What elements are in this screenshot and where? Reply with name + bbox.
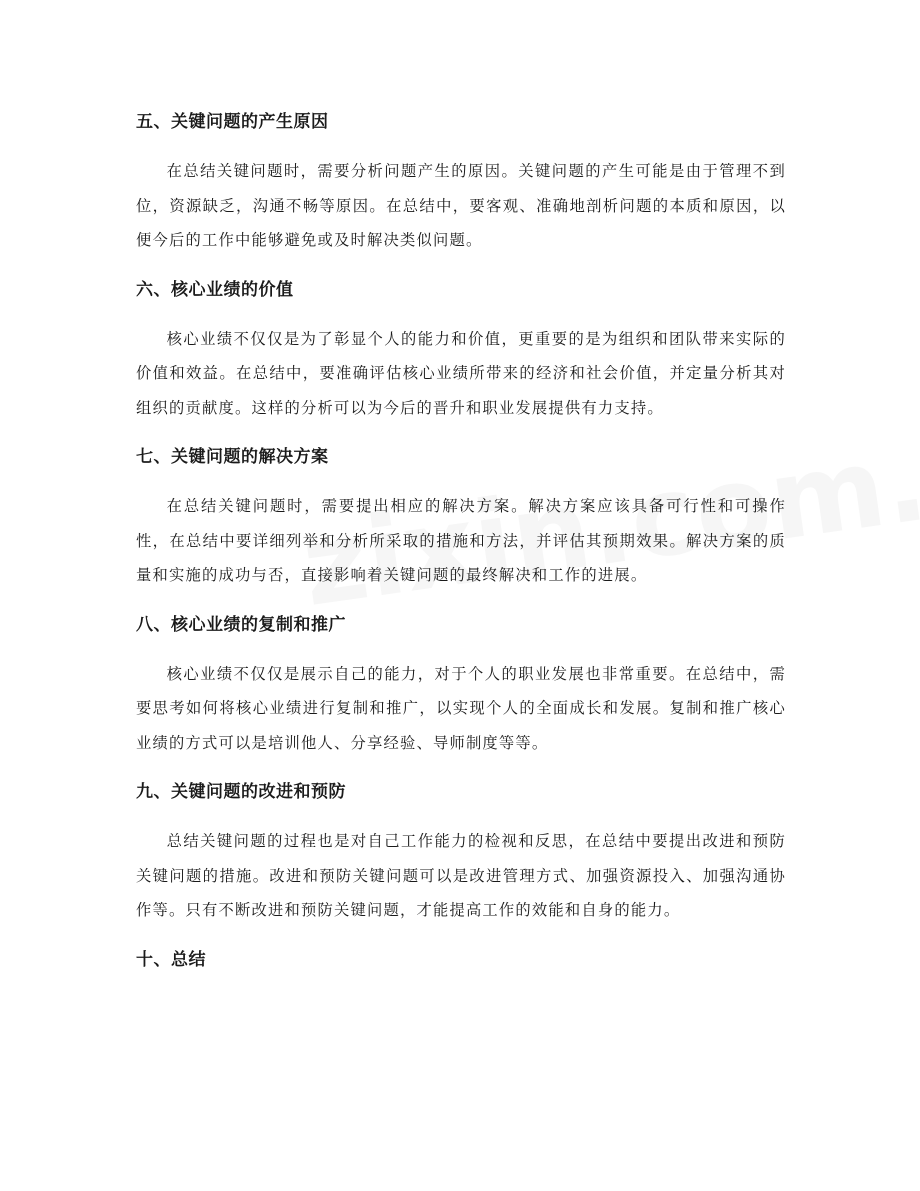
section-heading: 五、关键问题的产生原因 xyxy=(136,112,329,132)
section-paragraph: 总结关键问题的过程也是对自己工作能力的检视和反思，在总结中要提出改进和预防关键问题的措施。改进和预防关键问题可以是改进管理方式、加强资源投入、加强沟通协作等。只有不断改进和预防关键问题，才能提高工作的效能和自身的能力。 xyxy=(136,832,786,919)
section-6 xyxy=(136,276,786,426)
section-8 xyxy=(136,611,786,761)
section-heading: 八、核心业绩的复制和推广 xyxy=(136,614,346,635)
section-heading: 六、核心业绩的价值 xyxy=(136,279,294,300)
section-heading: 十、总结 xyxy=(136,949,206,970)
document-body xyxy=(136,108,786,992)
section-heading: 七、关键问题的解决方案 xyxy=(136,447,329,467)
section-7 xyxy=(136,443,786,593)
section-paragraph: 核心业绩不仅仅是展示自己的能力，对于个人的职业发展也非常重要。在总结中，需要思考如何将核心业绩进行复制和推广，以实现个人的全面成长和发展。复制和推广核心业绩的方式可以是培训他人、分享经验、导师制度等等。 xyxy=(136,664,786,752)
section-10 xyxy=(136,946,786,974)
section-5 xyxy=(136,108,786,258)
section-paragraph: 核心业绩不仅仅是为了彰显个人的能力和价值，更重要的是为组织和团队带来实际的价值和效益。在总结中，要准确评估核心业绩所带来的经济和社会价值，并定量分析其对组织的贡献度。这样的分析可以为今后的晋升和职业发展提供有力支持。 xyxy=(136,329,786,417)
section-paragraph: 在总结关键问题时，需要提出相应的解决方案。解决方案应该具备可行性和可操作性，在总结中要详细列举和分析所采取的措施和方法，并评估其预期效果。解决方案的质量和实施的成功与否，直接影响着关键问题的最终解决和工作的进展。 xyxy=(136,497,786,584)
section-heading: 九、关键问题的改进和预防 xyxy=(136,782,346,802)
section-paragraph: 在总结关键问题时，需要分析问题产生的原因。关键问题的产生可能是由于管理不到位，资源缺乏，沟通不畅等原因。在总结中，要客观、准确地剖析问题的本质和原因，以便今后的工作中能够避免或及时解决类似问题。 xyxy=(136,162,786,249)
section-9 xyxy=(136,778,786,928)
